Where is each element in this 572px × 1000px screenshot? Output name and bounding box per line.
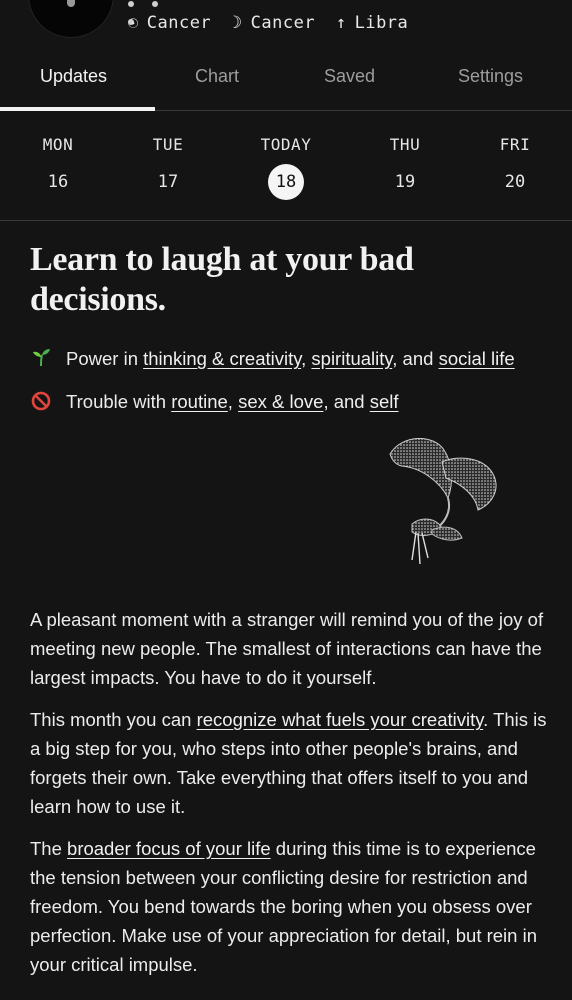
daily-summary bbox=[30, 240, 542, 416]
sun-sign: Cancer bbox=[146, 13, 212, 33]
day-selector bbox=[0, 111, 572, 221]
day-number-selected: 18 bbox=[268, 164, 304, 200]
paragraph-3: The broader focus of your life during this time is to experience the tension between your conflicting desire for restriction and freedom. You bend towards the boring when you obsess over perfection. Make use of your appreciation for detail, but rein in your critical impulse. bbox=[30, 838, 537, 975]
day-thu[interactable] bbox=[365, 135, 445, 200]
tab-settings[interactable]: Settings bbox=[458, 66, 524, 86]
profile-name-cutoff bbox=[128, 0, 188, 2]
no-entry-icon bbox=[30, 389, 52, 411]
link-routine[interactable]: routine bbox=[171, 391, 228, 412]
day-number: 17 bbox=[157, 172, 179, 192]
link-thinking-creativity[interactable]: thinking & creativity bbox=[143, 348, 302, 369]
plant-illustration bbox=[382, 432, 502, 572]
day-label: MON bbox=[42, 135, 74, 154]
avatar[interactable] bbox=[28, 0, 114, 38]
power-row: Power in thinking & creativity, spirituality, and social life bbox=[30, 344, 542, 373]
big-three-signs bbox=[128, 13, 418, 33]
daily-headline: Learn to laugh at your bad decisions. bbox=[30, 241, 414, 318]
tab-bar bbox=[0, 52, 572, 111]
rising-arrow-icon: ↑ bbox=[335, 13, 347, 33]
day-number: 20 bbox=[504, 172, 526, 192]
trouble-prefix: Trouble with bbox=[66, 391, 172, 412]
trouble-row: Trouble with routine, sex & love, and self bbox=[30, 387, 542, 416]
moon-icon: ☽ bbox=[231, 13, 243, 33]
day-label: TODAY bbox=[260, 135, 312, 154]
day-mon[interactable] bbox=[18, 135, 98, 200]
link-broader-focus[interactable]: broader focus of your life bbox=[67, 838, 271, 859]
day-today[interactable] bbox=[246, 135, 326, 200]
sun-icon: ☉ bbox=[128, 13, 139, 33]
paragraph-1: A pleasant moment with a stranger will remind you of the joy of meeting new people. The smallest of interactions can have the largest impacts. You have to do it yourself. bbox=[30, 609, 544, 688]
day-number: 16 bbox=[47, 172, 69, 192]
day-label: TUE bbox=[152, 135, 184, 154]
rising-sign: Libra bbox=[354, 13, 409, 33]
moon-sign: Cancer bbox=[250, 13, 316, 33]
link-recognize-creativity[interactable]: recognize what fuels your creativity bbox=[196, 709, 484, 730]
profile-header bbox=[0, 0, 572, 50]
day-label: THU bbox=[389, 135, 421, 154]
seedling-icon bbox=[30, 346, 52, 368]
tab-updates[interactable]: Updates bbox=[40, 66, 108, 86]
tab-saved[interactable]: Saved bbox=[324, 66, 376, 86]
link-social-life[interactable]: social life bbox=[438, 348, 515, 369]
link-sex-love[interactable]: sex & love bbox=[238, 391, 324, 412]
day-label: FRI bbox=[499, 135, 531, 154]
paragraph-2: This month you can recognize what fuels your creativity. This is a big step for you, who steps into other people's brains, and forgets their own. Take everything that offers itself to you and learn how to use it. bbox=[30, 709, 547, 817]
link-self[interactable]: self bbox=[369, 391, 399, 412]
day-number: 19 bbox=[394, 172, 416, 192]
tab-chart[interactable]: Chart bbox=[195, 66, 240, 86]
power-prefix: Power in bbox=[66, 348, 144, 369]
link-spirituality[interactable]: spirituality bbox=[311, 348, 393, 369]
horoscope-body bbox=[30, 605, 550, 992]
day-fri[interactable] bbox=[475, 135, 555, 200]
day-tue[interactable] bbox=[128, 135, 208, 200]
